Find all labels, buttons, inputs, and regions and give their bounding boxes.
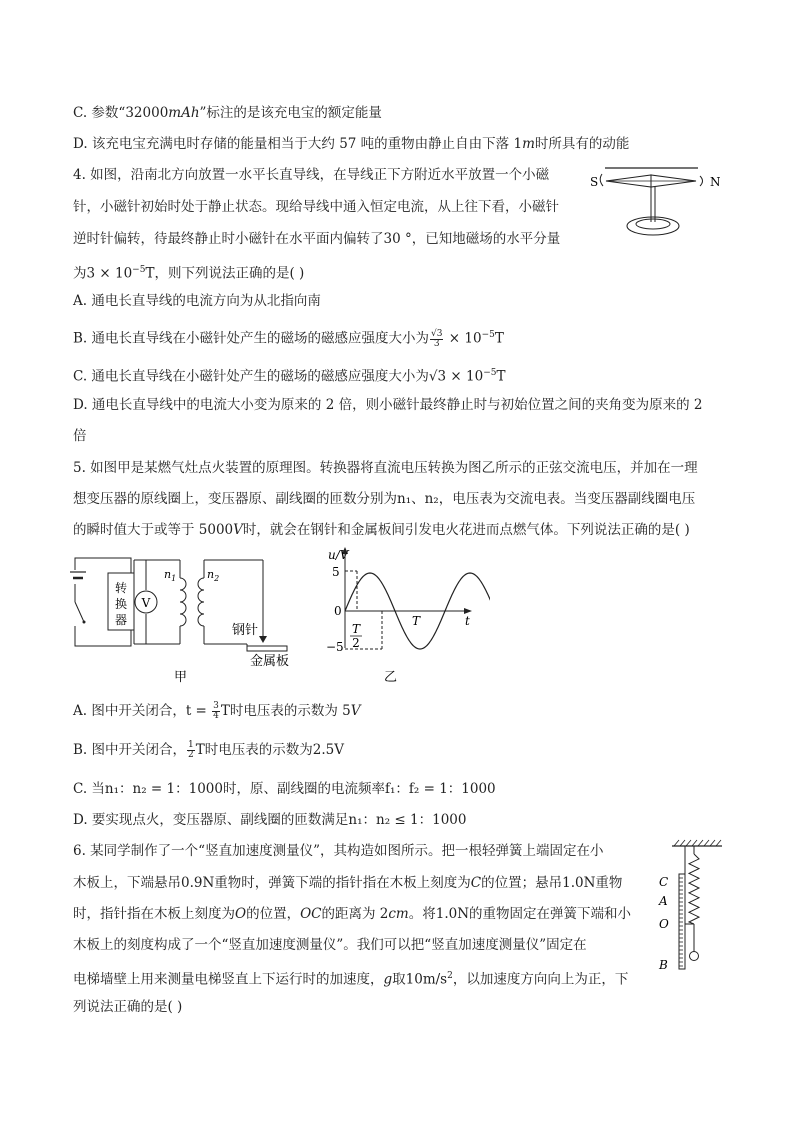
rotation-arrow-left — [600, 174, 603, 186]
ceiling-hatch — [674, 840, 721, 846]
y-axis-label: u/V — [328, 548, 349, 562]
rotation-arrow-right — [700, 176, 703, 186]
tick-minus-5: −5 — [326, 640, 344, 654]
q6-stem-line6: 列说法正确的是( ) — [73, 999, 183, 1015]
tick-0: 0 — [334, 604, 342, 618]
q6-accelerometer-figure — [652, 838, 724, 973]
q5-option-a: A. 图中开关闭合，t = $\frac{3}{4}$ T时电压表的示数为 5V — [73, 701, 361, 721]
hatch-line — [692, 840, 697, 846]
q6-stem-line1: 6. 某同学制作了一个“竖直加速度测量仪”，其构造如图所示。把一根轻弹簧上端固定在小 — [73, 843, 604, 859]
q5-stem-line2: 想变压器的原线圈上，变压器原、副线圈的匝数分别为n₁、n₂，电压表为交流电表。当变压器副线圈电压 — [73, 491, 696, 507]
spring — [689, 854, 699, 924]
label-c: C — [659, 875, 669, 889]
q5-stem-line1: 5. 如图甲是某燃气灶点火装置的原理图。转换器将直流电压转换为图乙所示的正弦交流电压，并加在一理 — [73, 460, 698, 476]
n1-label: $n_1$ — [164, 568, 177, 583]
fraction: $\frac{1}{2}$ — [188, 740, 194, 760]
primary-coil — [180, 578, 186, 626]
q3-d-text: D. 该充电宝充满电时存储的能量相当于大约 57 吨的重物由静止自由下落 1 — [73, 136, 523, 152]
q3-d-unit: m — [522, 136, 535, 152]
figure-yi-label: 乙 — [384, 670, 398, 685]
q4-stem-line3: 逆时针偏转，待最终静止时小磁针在水平面内偏转了30 °，已知地磁场的水平分量 — [73, 231, 561, 247]
switch-contact — [83, 621, 86, 624]
q3-c-text: C. 参数“32000 — [73, 105, 169, 121]
q4-option-a: A. 通电长直导线的电流方向为从北指向南 — [73, 293, 321, 309]
q3-option-c — [73, 104, 382, 122]
q5-stem-line3: 的瞬时值大于或等于 5000V时，就会在钢针和金属板间引发电火花进而点燃气体。下列说法正确的是( ) — [73, 522, 690, 538]
tick-half-T-den: 2 — [352, 636, 360, 650]
q6-stem-line4: 木板上的刻度构成了一个“竖直加速度测量仪”。我们可以把“竖直加速度测量仪”固定在 — [73, 937, 587, 953]
q5-option-c: C. 当n₁：n₂ = 1：1000时，原、副线圈的电流频率f₁：f₂ = 1：1000 — [73, 781, 496, 797]
scale-board — [679, 874, 685, 969]
q4-stem-line1: 4. 如图，沿南北方向放置一水平长直导线，在导线正下方附近水平放置一个小磁 — [73, 167, 550, 183]
hatch-line — [686, 840, 691, 846]
metal-plate — [247, 646, 287, 651]
hatch-line — [698, 840, 703, 846]
fraction: $\frac{√3}{3}$ — [431, 328, 443, 349]
q3-c-unit: mAh — [168, 105, 200, 121]
plate-label: 金属板 — [250, 654, 290, 669]
q5-voltage-graph — [300, 545, 490, 690]
q6-stem-line3: 时，指针指在木板上刻度为O的位置，OC的距离为 2cm。将1.0N的重物固定在弹簧下端和小 — [73, 906, 632, 922]
tick-T: T — [412, 614, 421, 628]
tick-half-T-num: T — [351, 622, 361, 636]
weight — [690, 952, 699, 961]
base-outer — [627, 217, 679, 235]
label-b: B — [659, 958, 668, 972]
base-inner — [636, 219, 670, 229]
tick-5: 5 — [332, 565, 340, 579]
n2-label: $n_2$ — [207, 568, 220, 583]
scale-ticks — [679, 878, 683, 966]
q5-circuit-figure — [70, 548, 310, 688]
q5-option-d: D. 要实现点火，变压器原、副线圈的匝数满足n₁：n₂ ≤ 1：1000 — [73, 812, 467, 828]
figure-jia-label: 甲 — [174, 670, 188, 685]
q4-option-b: B. 通电长直导线在小磁针处产生的磁场的磁感应强度大小为 $\frac{√3}{3}$ × $10^{-5}T$ — [73, 328, 504, 349]
svg-text:器: 器 — [114, 613, 128, 627]
q3-option-d — [73, 135, 629, 153]
label-o: O — [659, 917, 669, 931]
fraction: $\frac{3}{4}$ — [213, 701, 219, 721]
north-label: N — [710, 175, 721, 189]
svg-text:换: 换 — [114, 597, 128, 611]
q3-c-text-end: ”标注的是该充电宝的额定能量 — [199, 105, 382, 121]
x-axis-label: t — [465, 614, 470, 628]
q4-option-c: C. 通电长直导线在小磁针处产生的磁场的磁感应强度大小为$√3 \times 10^{-5}T$ — [73, 368, 506, 385]
svg-text:转: 转 — [114, 581, 128, 595]
voltmeter-label: V — [141, 596, 151, 610]
q6-stem-line2: 木板上，下端悬吊0.9N重物时，弹簧下端的指针指在木板上刻度为C的位置；悬吊1.0N重物 — [73, 875, 623, 891]
label-a: A — [659, 894, 668, 908]
q6-stem-line5: 电梯墙壁上用来测量电梯竖直上下运行时的加速度，g取$10m/s^2$，以加速度方向向上为正，下 — [73, 971, 629, 988]
q4-stem-line2: 针，小磁针初始时处于静止状态。现给导线中通入恒定电流，从上往下看，小磁针 — [73, 199, 559, 215]
needle-tip — [259, 636, 267, 643]
q5-option-b: B. 图中开关闭合， $\frac{1}{2}$ T时电压表的示数为2.5V — [73, 740, 344, 760]
q4-compass-figure — [588, 160, 728, 245]
secondary-coil — [198, 578, 204, 626]
south-label: S — [590, 175, 599, 189]
hatch-line — [710, 840, 715, 846]
hatch-line — [674, 840, 679, 846]
q4-option-d-line1: D. 通电长直导线中的电流大小变为原来的 2 倍，则小磁针最终静止时与初始位置之间的夹角变为原来的 2 — [73, 397, 703, 413]
q3-d-text-end: 时所具有的动能 — [534, 136, 630, 152]
q4-stem-line4: 为$3 \times 10^{-5}T$，则下列说法正确的是( ) — [73, 265, 305, 282]
hatch-line — [704, 840, 709, 846]
q4-option-d-line2: 倍 — [73, 428, 87, 444]
hatch-line — [680, 840, 685, 846]
hatch-line — [716, 840, 721, 846]
needle-label: 钢针 — [232, 623, 259, 638]
